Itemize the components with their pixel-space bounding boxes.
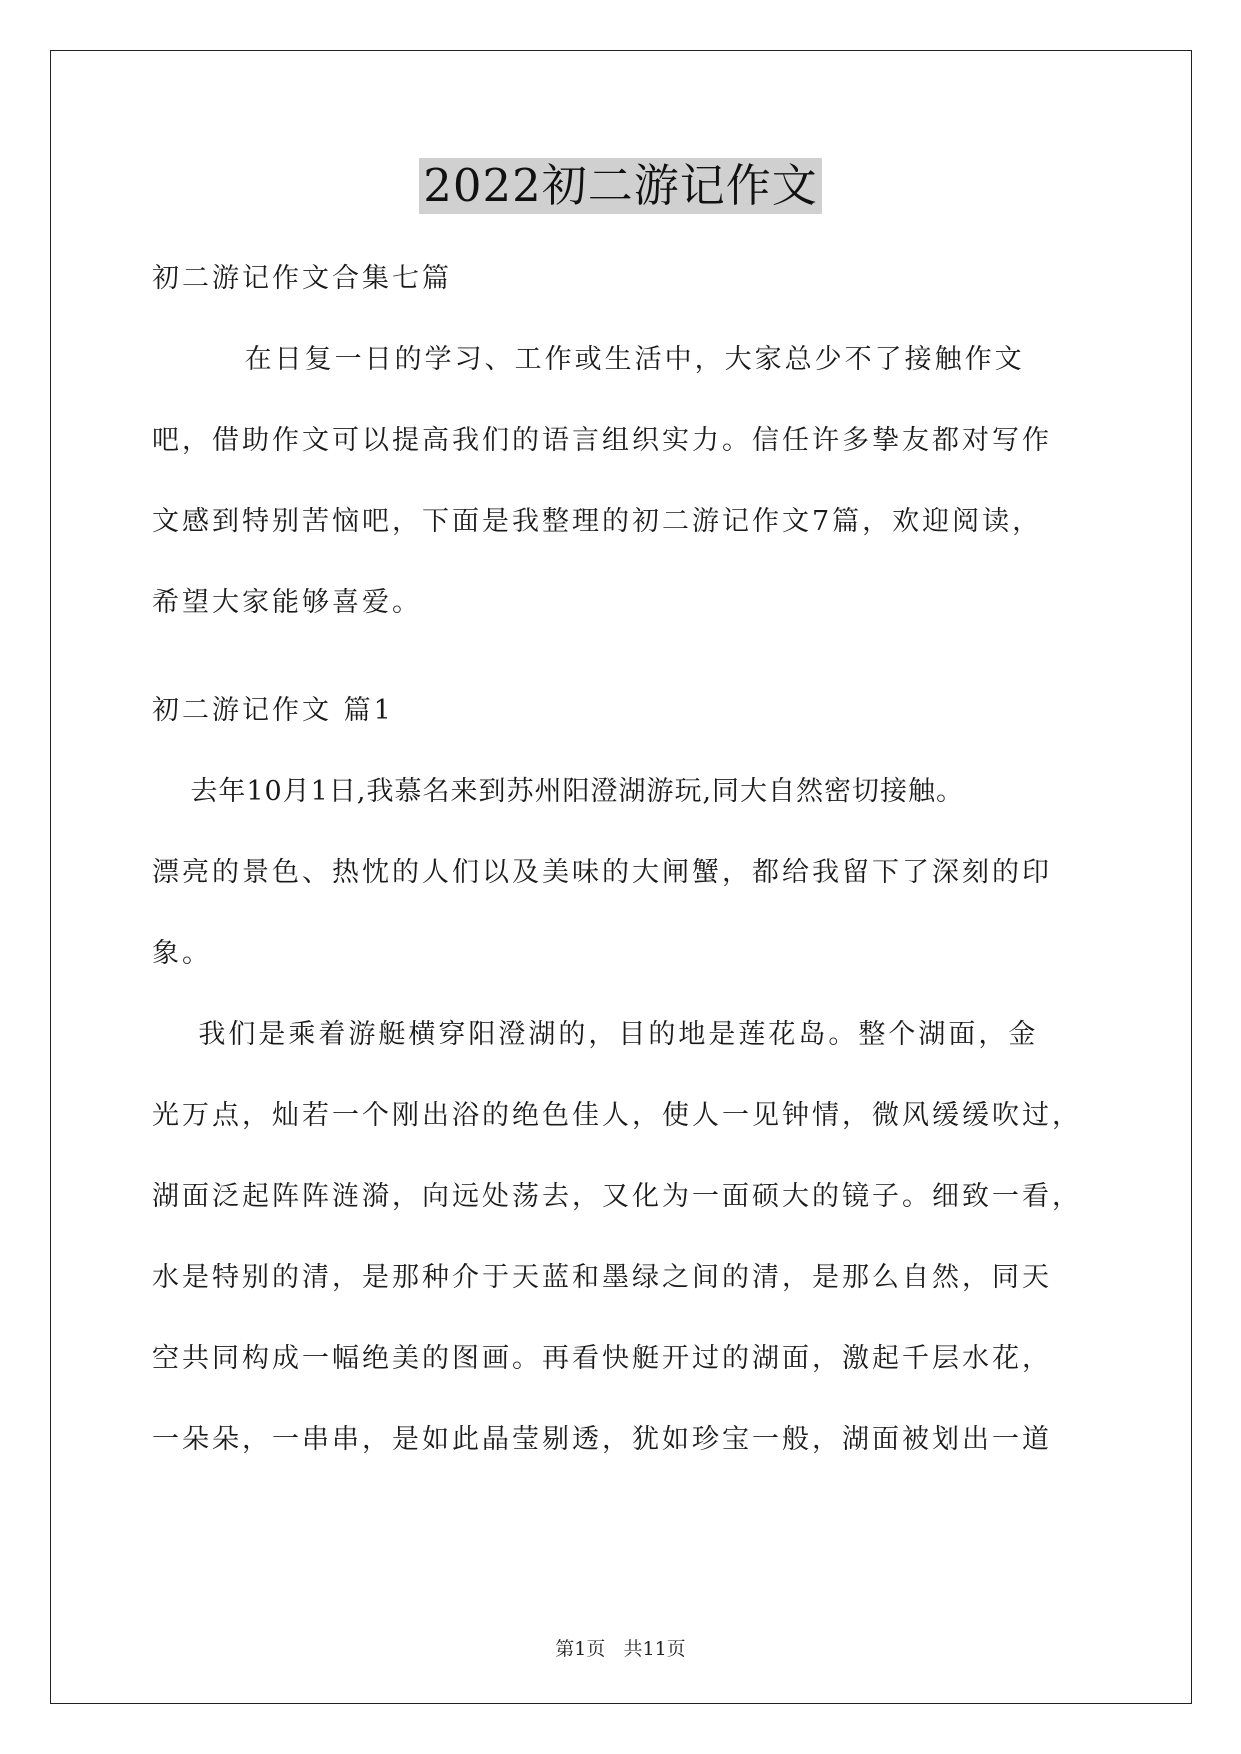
paragraph-line: 象。 [152,938,212,969]
section-heading: 初二游记作文 篇1 [152,695,394,726]
paragraph-line: 一朵朵，一串串，是如此晶莹剔透，犹如珍宝一般，湖面被划出一道 [152,1424,1052,1455]
paragraph-line: 希望大家能够喜爱。 [152,587,422,618]
paragraph-line: 在日复一日的学习、工作或生活中，大家总少不了接触作文 [152,344,1025,375]
paragraph-line: 空共同构成一幅绝美的图画。再看快艇开过的湖面，激起千层水花， [152,1343,1052,1374]
title-container [0,158,1241,214]
paragraph-line: 吧，借助作文可以提高我们的语言组织实力。信任许多挚友都对写作 [152,425,1052,456]
subtitle-line: 初二游记作文合集七篇 [152,263,452,294]
paragraph-line: 漂亮的景色、热忱的人们以及美味的大闸蟹，都给我留下了深刻的印 [152,857,1052,888]
paragraph-line: 文感到特别苦恼吧，下面是我整理的初二游记作文7篇，欢迎阅读， [152,506,1043,537]
document-title: 2022初二游记作文 [419,158,822,214]
paragraph-line: 湖面泛起阵阵涟漪，向远处荡去，又化为一面硕大的镜子。细致一看， [152,1181,1082,1212]
paragraph-line: 水是特别的清，是那种介于天蓝和墨绿之间的清，是那么自然，同天 [152,1262,1052,1293]
document-body [152,238,1096,1480]
page-footer: 第1页 共11页 [555,1638,686,1660]
paragraph-line: 光万点，灿若一个刚出浴的绝色佳人，使人一见钟情，微风缓缓吹过， [152,1100,1082,1131]
paragraph-line: 我们是乘着游艇横穿阳澄湖的，目的地是莲花岛。整个湖面，金 [152,1019,1039,1050]
paragraph-line: 去年10月1日,我慕名来到苏州阳澄湖游玩,同大自然密切接触。 [152,776,965,807]
